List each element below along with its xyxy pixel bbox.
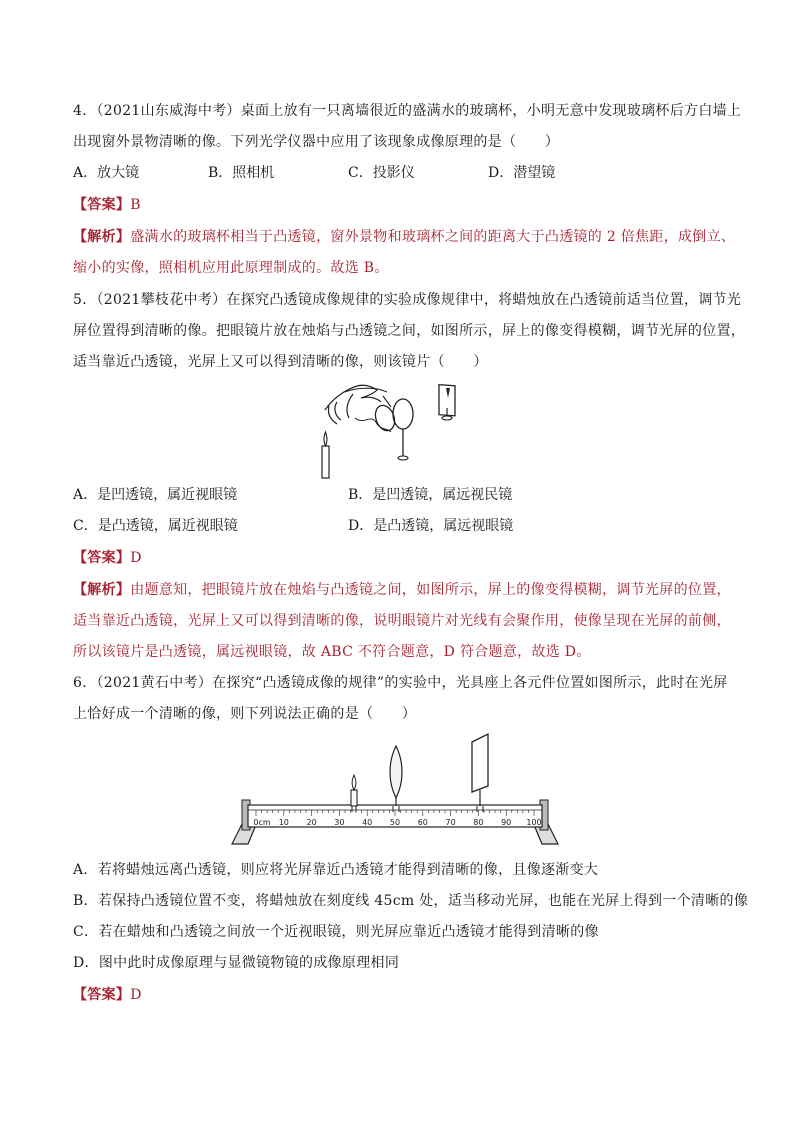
q5-analysis-text-1: 由题意知，把眼镜片放在烛焰与凸透镜之间，如图所示，屏上的像变得模糊，调节光屏的位置，	[130, 582, 731, 598]
convex-lens-icon	[390, 746, 402, 812]
q4-analysis-line-1	[73, 227, 735, 247]
q6-option-a: A．若将蜡烛远离凸透镜，则应将光屏靠近凸透镜才能得到清晰的像，且像逐渐变大	[73, 862, 599, 878]
q5-option-d: D．是凸透镜，属远视眼镜	[348, 518, 514, 534]
ruler-label: 90	[501, 818, 512, 827]
ruler-label: 40	[362, 818, 373, 827]
q5-option-b: B．是凹透镜，属远视民镜	[348, 487, 513, 503]
q4-analysis-tag: 【解析】	[73, 229, 131, 245]
q5-analysis-line-3: 所以该镜片是凸透镜，属远视眼镜，故 ABC 不符合题意，D 符合题意，故选 D。	[73, 644, 591, 660]
q6-option-c: C．若在蜡烛和凸透镜之间放一个近视眼镜，则光屏应靠近凸透镜才能得到清晰的像	[73, 924, 599, 940]
q5-option-c: C．是凸透镜，属近视眼镜	[73, 518, 238, 534]
q5-analysis-line-1	[73, 580, 731, 600]
q4-answer	[73, 195, 141, 215]
ruler-label: 70	[445, 818, 456, 827]
q4-option-b: B．照相机	[208, 165, 275, 181]
candle-icon	[351, 775, 357, 812]
ruler-label: 80	[473, 818, 484, 827]
q5-stem-line-1: 5．（2021攀枝花中考）在探究凸透镜成像规律的实验成像规律中，将蜡烛放在凸透镜前适当位置，调节光	[73, 292, 742, 308]
q6-option-d: D．图中此时成像原理与显微镜物镜的成像原理相同	[73, 955, 400, 971]
ruler-label: 10	[278, 818, 289, 827]
q4-stem-line-2: 出现窗外景物清晰的像。下列光学仪器中应用了该现象成像原理的是（ ）	[73, 134, 560, 150]
q4-option-c: C．投影仪	[348, 165, 415, 181]
q4-answer-tag: 【答案】	[73, 197, 131, 213]
ruler-label: 0cm	[253, 818, 271, 827]
ruler-label: 20	[306, 818, 317, 827]
q6-optical-bench-figure	[228, 732, 568, 850]
q6-stem-line-1: 6．（2021黄石中考）在探究“凸透镜成像的规律”的实验中，光具座上各元件位置如图所示，此时在光屏	[73, 675, 728, 691]
q4-answer-value: B	[130, 197, 141, 213]
q5-option-a: A．是凹透镜，属近视眼镜	[73, 487, 238, 503]
q5-figure	[315, 372, 475, 484]
q5-analysis-line-2: 适当靠近凸透镜，光屏上又可以得到清晰的像，说明眼镜片对光线有会聚作用，使像呈现在光屏的前侧，	[73, 613, 731, 629]
q6-answer-value: D	[130, 987, 142, 1003]
q6-answer	[73, 985, 142, 1005]
q5-analysis-tag: 【解析】	[73, 582, 131, 598]
q5-answer-tag: 【答案】	[73, 550, 131, 566]
q5-answer	[73, 548, 142, 568]
q4-analysis-line-2: 缩小的实像，照相机应用此原理制成的。故选 B。	[73, 260, 389, 276]
q6-stem-line-2: 上恰好成一个清晰的像，则下列说法正确的是（ ）	[73, 706, 417, 722]
q6-option-b: B．若保持凸透镜位置不变，将蜡烛放在刻度线 45cm 处，适当移动光屏，也能在光屏上得到一个清晰的像	[73, 893, 749, 909]
convex-lens-icon	[393, 399, 413, 429]
ruler-label: 100	[526, 818, 542, 827]
q4-analysis-text-1: 盛满水的玻璃杯相当于凸透镜，窗外景物和玻璃杯之间的距离大于凸透镜的 2 倍焦距，成倒立、	[130, 229, 736, 245]
ruler-label: 30	[334, 818, 345, 827]
q4-option-d: D．潜望镜	[488, 165, 556, 181]
hand-icon	[325, 385, 381, 424]
ruler-label: 50	[389, 818, 401, 827]
q5-stem-line-2: 屏位置得到清晰的像。把眼镜片放在烛焰与凸透镜之间，如图所示，屏上的像变得模糊，调节光屏的位置，	[73, 323, 746, 339]
ruler-label: 60	[417, 818, 428, 827]
q5-answer-value: D	[130, 550, 142, 566]
q5-stem-line-3: 适当靠近凸透镜，光屏上又可以得到清晰的像，则该镜片（ ）	[73, 354, 488, 370]
screen-icon	[472, 734, 488, 812]
q4-stem-line-1: 4．（2021山东威海中考）桌面上放有一只离墙很近的盛满水的玻璃杯，小明无意中发现玻璃杯后方白墙上	[73, 103, 742, 119]
q4-option-a: A．放大镜	[73, 165, 140, 181]
q6-answer-tag: 【答案】	[73, 987, 131, 1003]
candle-icon	[322, 446, 329, 478]
